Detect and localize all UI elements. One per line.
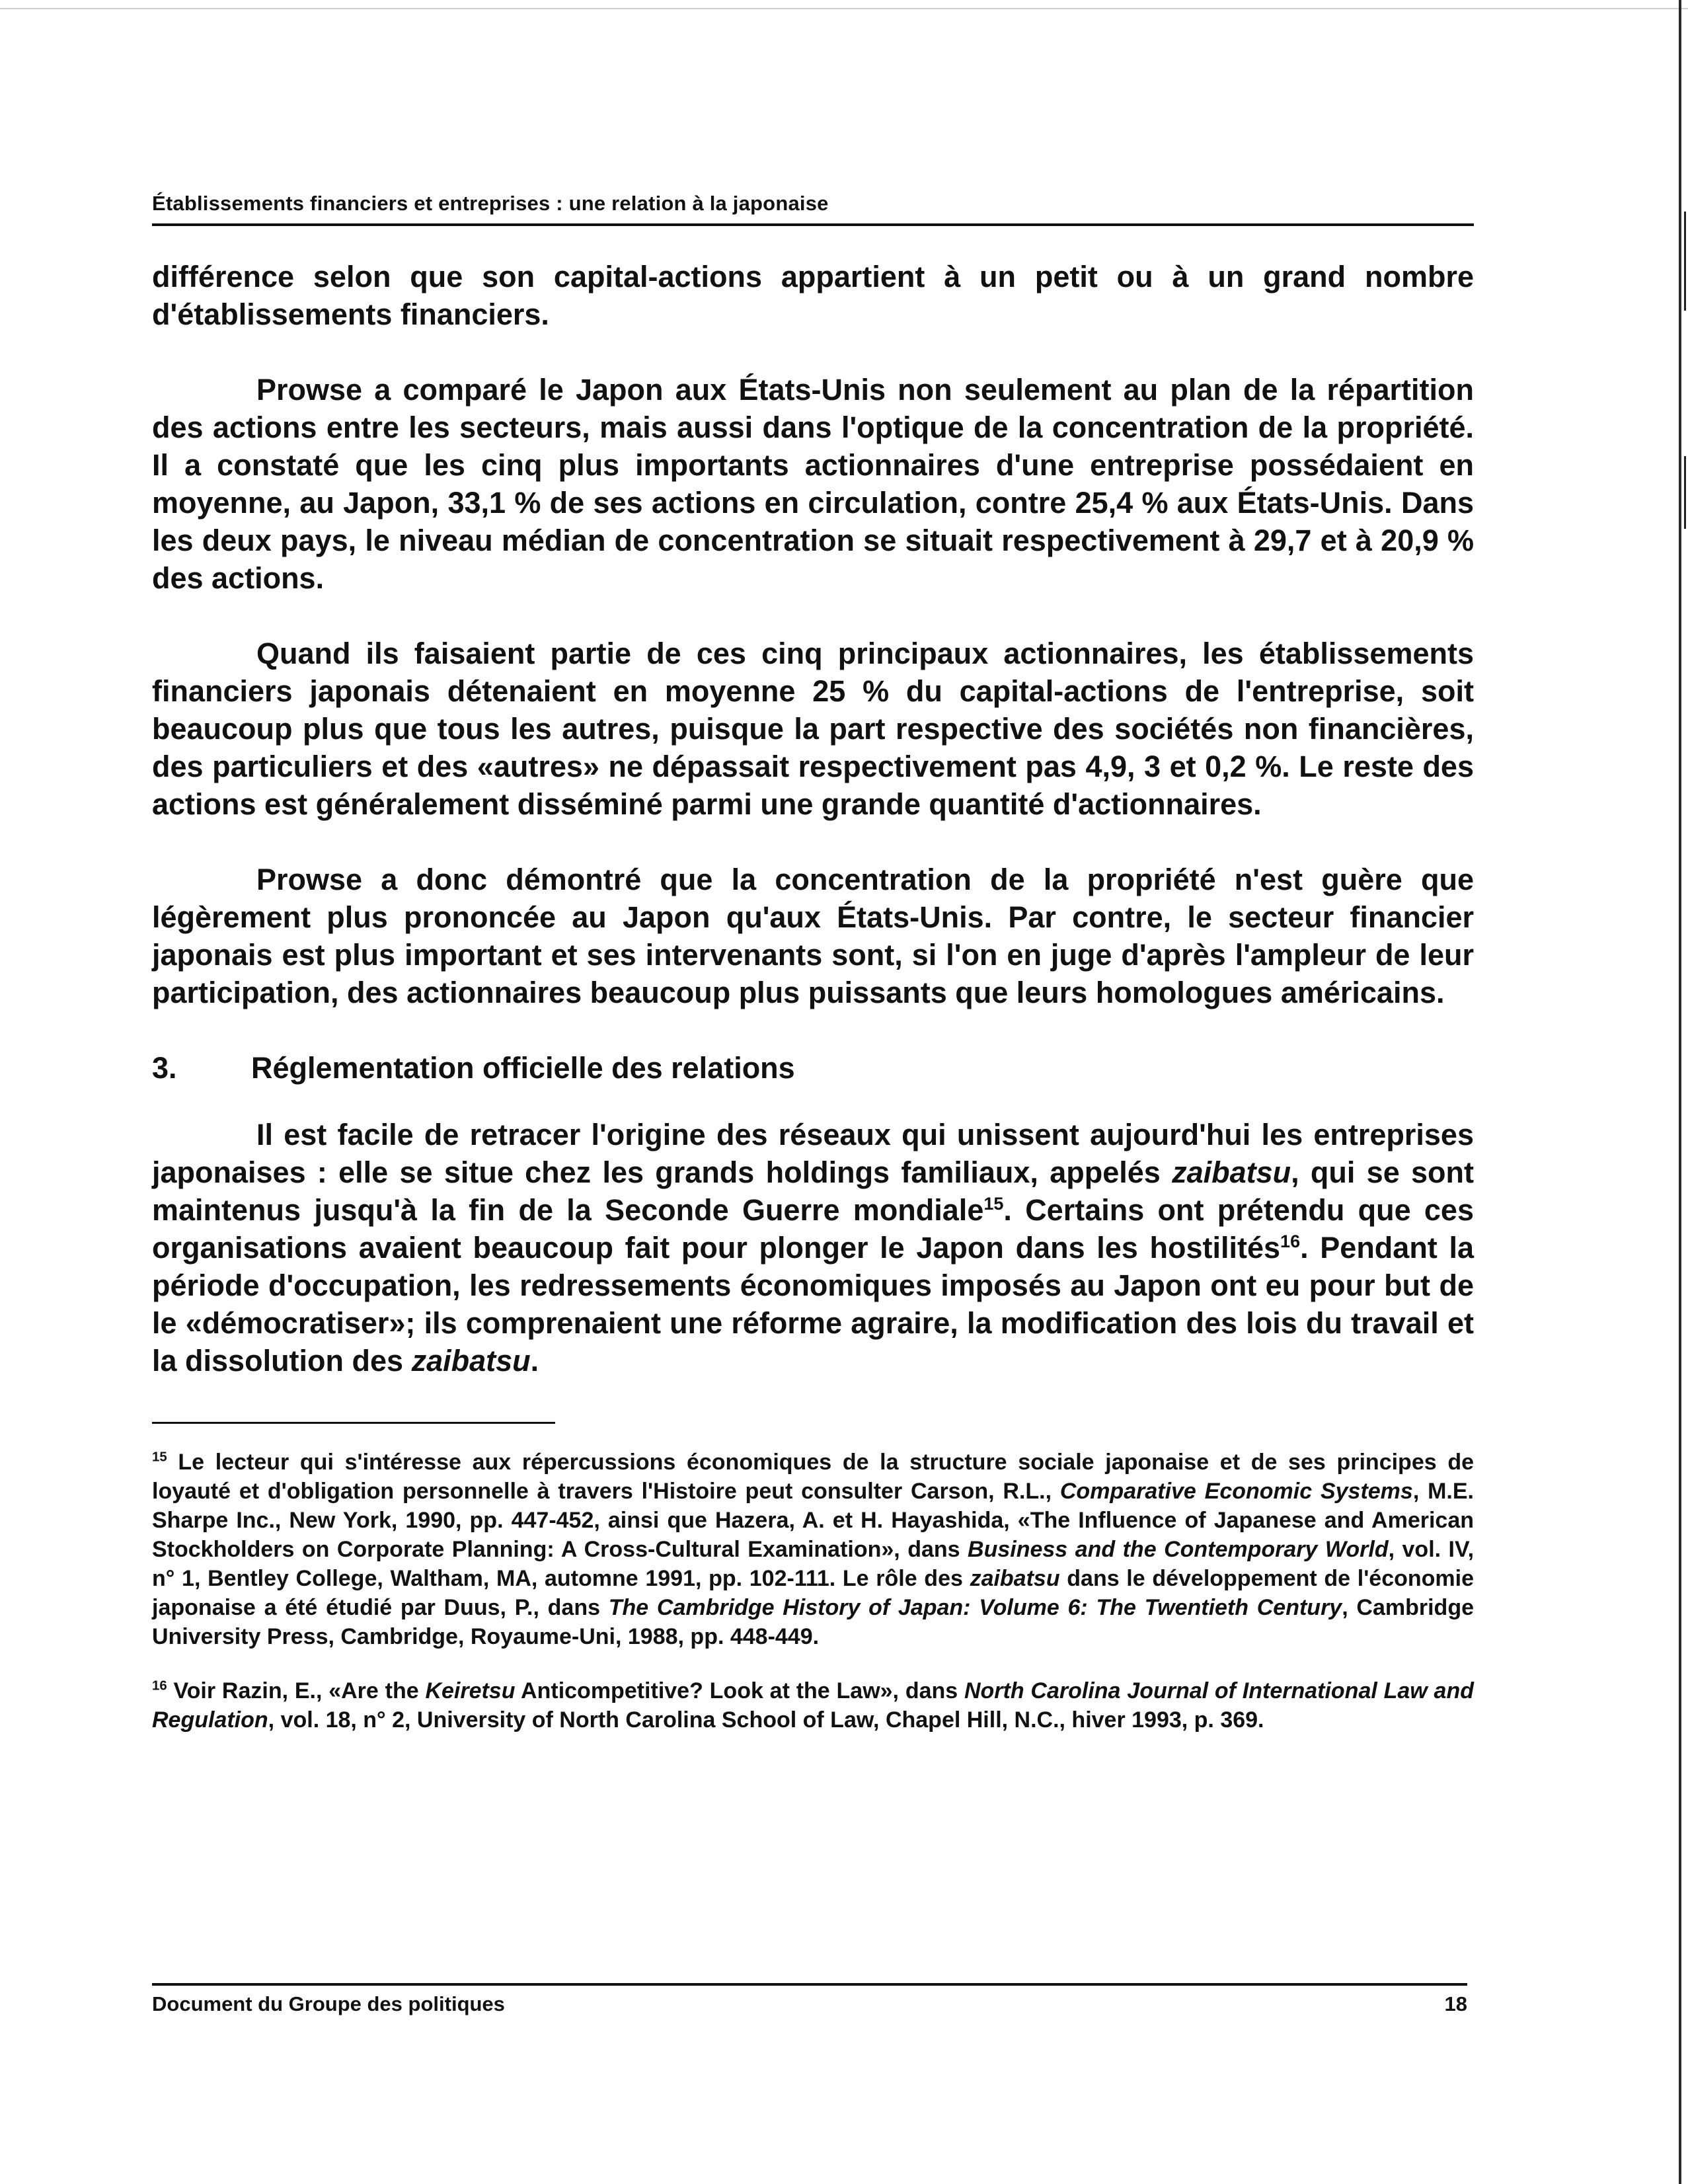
text-run: Voir Razin, E., «Are the bbox=[167, 1678, 426, 1703]
italic-term: zaibatsu bbox=[970, 1566, 1060, 1591]
running-footer bbox=[152, 1983, 1467, 2016]
text-run: Anticompetitive? Look at the Law», dans bbox=[515, 1678, 964, 1703]
italic-term: zaibatsu bbox=[1172, 1155, 1291, 1189]
paragraph: Quand ils faisaient partie de ces cinq principaux actionnaires, les établissements financiers japonais détenaient en moyenne 25 % du capital-actions de l'entreprise, soit beaucoup plus que tous les autres, puisque la part respective des sociétés non financières, des particuliers et des «autres» ne dépassait respectivement pas 4,9, 3 et 0,2 %. Le reste des actions est généralement disséminé parmi une grande quantité d'actionnaires. bbox=[152, 637, 1474, 821]
running-header: Établissements financiers et entreprises : une relation à la japonaise bbox=[152, 192, 1474, 226]
paragraph: différence selon que son capital-actions appartient à un petit ou à un grand nombre d'établissements financiers. bbox=[152, 260, 1474, 331]
footnote-16 bbox=[152, 1676, 1474, 1735]
text-run: . Pendant la période d'occupation, les redressements économiques imposés au Japon ont eu pour but de le «démocratiser»; ils comprenaient une réforme agraire, la modification des lois du travail et la dissolution des bbox=[152, 1231, 1474, 1378]
text-run: , vol. 18, n° 2, University of North Carolina School of Law, Chapel Hill, N.C., hiver 1993, p. 369. bbox=[268, 1707, 1264, 1733]
text-run: Il est facile de retracer l'origine des réseaux qui unissent aujourd'hui les entreprises japonaises : elle se situe chez les grands holdings familiaux, appelés bbox=[152, 1118, 1474, 1189]
footnote-ref[interactable]: 16 bbox=[1280, 1231, 1301, 1251]
footnote-mark: 15 bbox=[152, 1450, 167, 1465]
section-number: 3. bbox=[152, 1051, 177, 1085]
scan-mark bbox=[1684, 456, 1686, 529]
footnote-ref[interactable]: 15 bbox=[983, 1194, 1004, 1214]
footer-label: Document du Groupe des politiques bbox=[152, 1992, 505, 2015]
paragraph: Prowse a donc démontré que la concentration de la propriété n'est guère que légèrement plus prononcée au Japon qu'aux États-Unis. Par contre, le secteur financier japonais est plus important et ses intervenants sont, si l'on en juge d'après l'ampleur de leur participation, des actionnaires beaucoup plus puissants que leurs homologues américains. bbox=[152, 863, 1474, 1009]
italic-title: Business and the Contemporary World bbox=[968, 1537, 1389, 1562]
italic-term: zaibatsu bbox=[411, 1344, 531, 1378]
footnote-separator bbox=[152, 1422, 555, 1424]
footnote-15 bbox=[152, 1448, 1474, 1651]
paragraph bbox=[152, 1116, 1474, 1380]
italic-title: North Carolina Journal of International Law and Regulation bbox=[152, 1678, 1474, 1733]
document-page bbox=[152, 192, 1474, 1760]
text-run: , vol. IV, n° 1, Bentley College, Waltham, MA, automne 1991, pp. 102-111. Le rôle des bbox=[152, 1537, 1475, 1591]
section-heading bbox=[152, 1049, 1474, 1087]
text-run: Le lecteur qui s'intéresse aux répercussions économiques de la structure sociale japonaise et de ses principes de loyauté et d'obligation personnelle à travers l'Histoire peut consulter Carson, R.L., bbox=[152, 1450, 1474, 1504]
page-number: 18 bbox=[1444, 1992, 1467, 2015]
italic-title: The Cambridge History of Japan: Volume 6: The Twentieth Century bbox=[608, 1595, 1342, 1620]
body-text bbox=[152, 258, 1474, 1380]
text-run: dans le développement de l'économie japonaise a été étudié par Duus, P., dans bbox=[152, 1566, 1474, 1620]
scan-edge-top bbox=[0, 8, 1688, 9]
scan-edge-right bbox=[1679, 0, 1681, 2184]
scan-mark bbox=[1684, 212, 1686, 311]
section-title: Réglementation officielle des relations bbox=[251, 1051, 795, 1085]
paragraph: Prowse a comparé le Japon aux États-Unis non seulement au plan de la répartition des actions entre les secteurs, mais aussi dans l'optique de la concentration de la propriété. Il a constaté que les cinq plus importants actionnaires d'une entreprise possédaient en moyenne, au Japon, 33,1 % de ses actions en circulation, contre 25,4 % aux États-Unis. Dans les deux pays, le niveau médian de concentration se situait respectivement à 29,7 et à 20,9 % des actions. bbox=[152, 373, 1474, 595]
footnote-mark: 16 bbox=[152, 1678, 167, 1694]
text-run: . Certains ont prétendu que ces organisations avaient beaucoup fait pour plonger le Japon dans les hostilités bbox=[152, 1193, 1474, 1265]
text-run: , Cambridge University Press, Cambridge, Royaume-Uni, 1988, pp. 448-449. bbox=[152, 1595, 1474, 1649]
italic-term: Keiretsu bbox=[425, 1678, 516, 1703]
text-run: , qui se sont maintenus jusqu'à la fin de la Seconde Guerre mondiale bbox=[152, 1155, 1475, 1227]
italic-title: Comparative Economic Systems bbox=[1059, 1479, 1413, 1504]
text-run: . bbox=[530, 1344, 539, 1378]
text-run: , M.E. Sharpe Inc., New York, 1990, pp. 447-452, ainsi que Hazera, A. et H. Hayashida, «The Influence of Japanese and American Stockholders on Corporate Planning: A Cross-Cultural Examination», dans bbox=[152, 1479, 1474, 1562]
